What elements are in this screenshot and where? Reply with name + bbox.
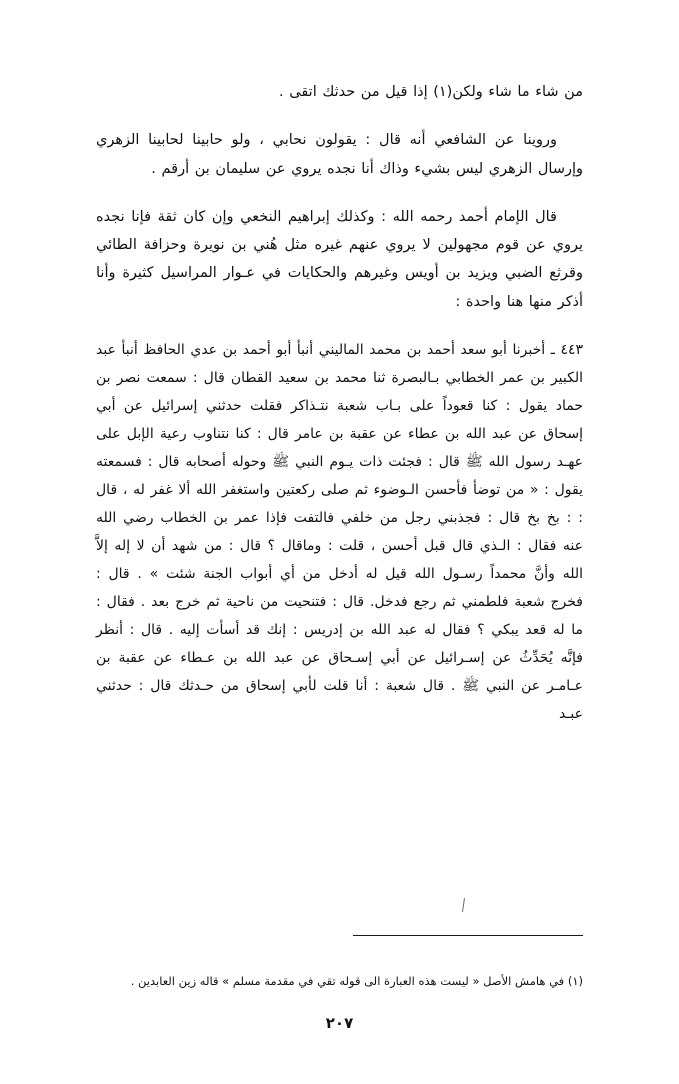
footnote-separator [353,935,583,936]
footnote-rule [353,935,583,936]
paragraph-3: قال الإمام أحمد رحمه الله : وكذلك إبراهيم النخعي وإن كان ثقة فإنا نجده يروي عن قوم مجهولين لا يروي عنهم غيره مثل هُني بن نويرة وحزافة الطائي وقرثع الضبي ويزيد بن أويس وغيرهم والحكايات في عـوار المراسيل كثيرة وأنا أذكر منها هنا واحدة : [96,208,583,310]
page-body [96,78,583,728]
footnote: (١) في هامش الأصل « ليست هذه العبارة الى قوله تقي في مقدمة مسلم » قاله زين العابدين . [130,974,583,989]
page-number: ٢٠٧ [325,1014,354,1032]
paragraph-2: وروينا عن الشافعي أنه قال : يقولون نحابي ، ولو حابينا لحابينا الزهري وإرسال الزهري ليس بشيء وذاك أنا نجده يروي عن سليمان بن أرقم . [96,132,583,177]
paragraph-1: من شاء ما شاء ولكن(١) إذا قيل من حدثك اتقى . [279,84,583,100]
page-mark [462,898,465,912]
paragraph-4-hadith-443: ٤٤٣ ـ أخبرنا أبو سعد أحمد بن محمد الماليني أنبأ أبو أحمد بن عدي الحافظ أنبأ عبد الكبير بن عمر الخطابي بـالبصرة ثنا محمد بن سعيد القطان قال : سمعت نصر بن حماد يقول : كنا قعوداً على بـاب شعبة نتـذاكر فقلت حدثني إسرائيل عن أبي إسحاق عن عبد الله بن عطاء عن عقبة بن عامر قال : كنا نتناوب رعية الإبل على عهـد رسول الله ﷺ قال : فجئت ذات يـوم النبي ﷺ وحوله أصحابه قال : فسمعته يقول : « من توضأ فأحسن الـوضوء ثم صلى ركعتين واستغفر الله ألا غفر له ، قال : : بخ بخ قال : فجذبني رجل من خلفي فالتفت فإذا عمر بن الخطاب رضي الله عنه فقال : الـذي قال قبل أحسن ، قلت : وماقال ؟ قال : من شهد أن لا إله إلاَّ الله وأنَّ محمداً رسـول الله قيل له أدخل من أي أبواب الجنة شئت » . قال : فخرج شعبة فلطمني ثم رجع فدخل. قال : فتنحيت من ناحية ثم خرج بعد . فقال : ما له قعد يبكي ؟ فقال له عبد الله بن إدريس : إنك قد أسأت إليه . قال : أنظر فإنَّه يُحَدِّثُ عن إسـرائيل عن أبي إسـحاق عن عبد الله بن عـطاء عن عقبة بن عـامـر عن النبي ﷺ . قال شعبة : أنا قلت لأبي إسحاق من حـدثك قال : حدثني عبـد [96,341,583,722]
